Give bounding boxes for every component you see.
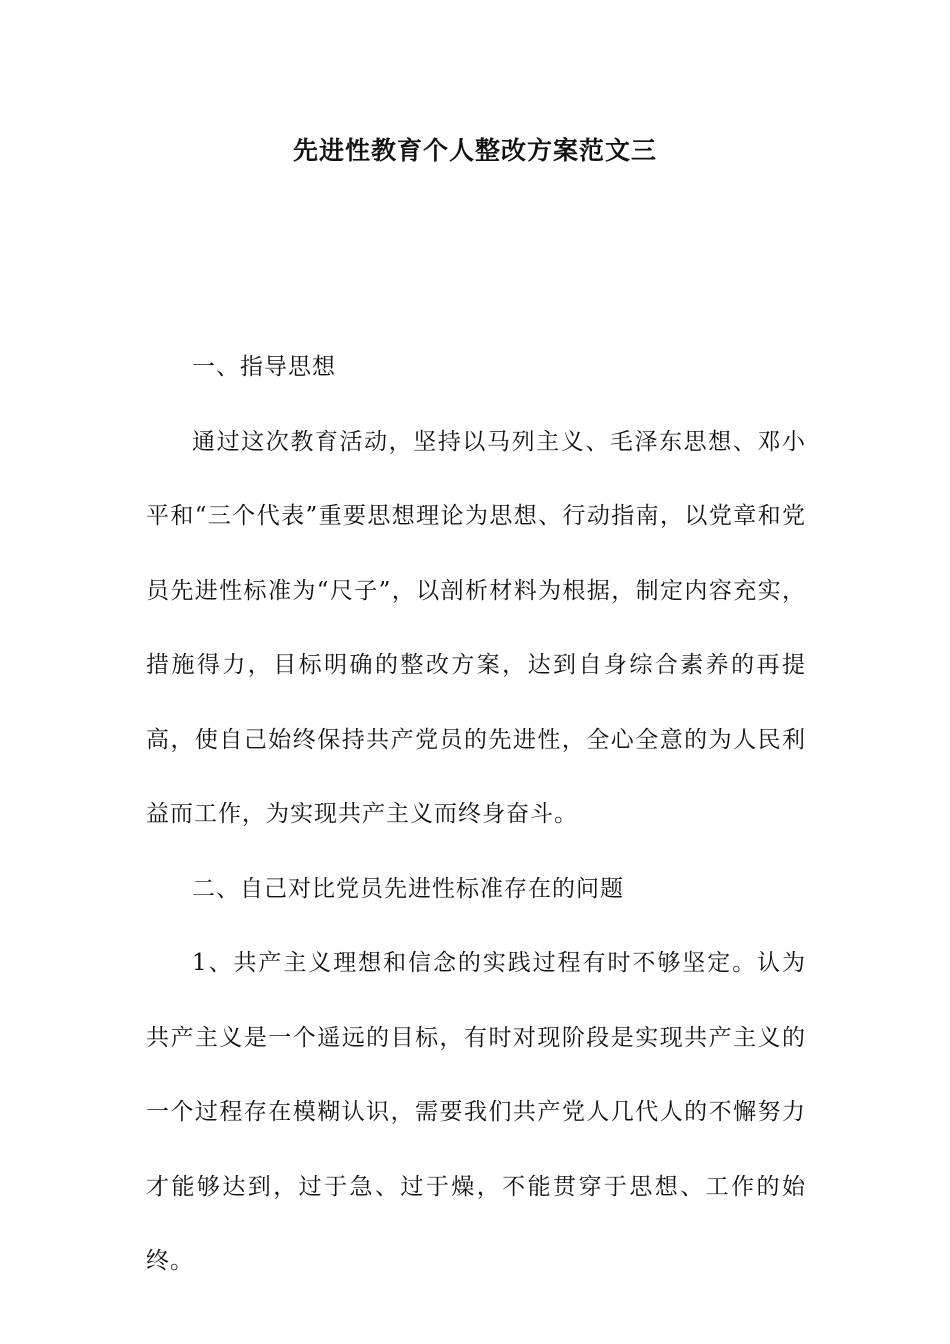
section-heading-existing-problems: 二、自己对比党员先进性标准存在的问题 bbox=[192, 875, 624, 902]
paragraph-guiding-ideology: 通过这次教育活动，坚持以马列主义、毛泽东思想、邓小平和“三个代表”重要思想理论为思想、行动指南，以党章和党员先进性标准为“尺子”，以剖析材料为根据，制定内容充实，措施得力，目标明确的整改方案，达到自身综合素养的再提高，使自己始终保持共产党员的先进性，全心全意的为人民利益而工作，为实现共产主义而终身奋斗。 bbox=[146, 428, 806, 827]
document-body bbox=[146, 330, 806, 1299]
section-heading-guiding-ideology: 一、指导思想 bbox=[192, 354, 336, 380]
document-title: 先进性教育个人整改方案范文三 bbox=[292, 136, 657, 165]
paragraph-problem-1: 1、共产主义理想和信念的实践过程有时不够坚定。认为共产主义是一个遥远的目标，有时对现阶段是实现共产主义的一个过程存在模糊认识，需要我们共产党人几代人的不懈努力才能够达到，过于急、过于燥，不能贯穿于思想、工作的始终。 bbox=[146, 950, 806, 1274]
